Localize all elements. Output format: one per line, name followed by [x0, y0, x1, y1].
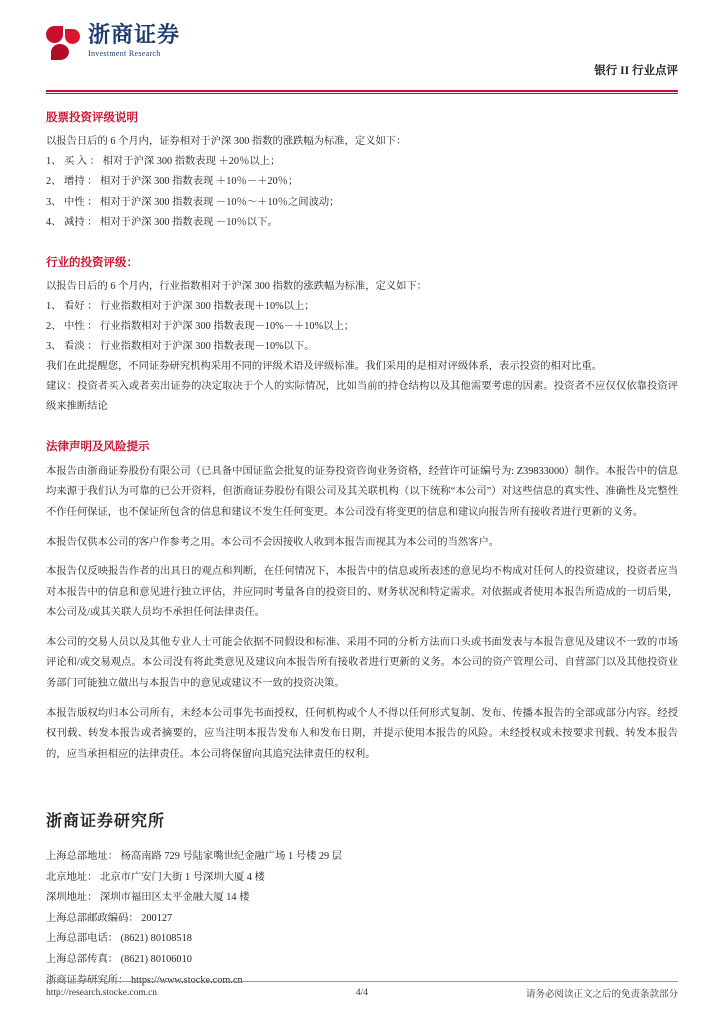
industry-rating-intro: 以报告日后的 6 个月内，行业指数相对于沪深 300 指数的涨跌幅为标准，定义如下：	[46, 280, 427, 292]
industry-rating-list	[46, 297, 678, 357]
header-rule-thick	[46, 90, 678, 92]
list-item: 深圳地址： 深圳市福田区太平金融大厦 14 楼	[46, 892, 250, 904]
list-item: 1、 看好 ： 行业指数相对于沪深 300 指数表现＋10%以上；	[46, 301, 315, 312]
stock-rating-title: 股票投资评级说明	[46, 112, 138, 124]
page-inner	[46, 0, 678, 1024]
legal-paragraph: 本报告仅反映报告作者的出具日的观点和判断，在任何情况下，本报告中的信息或所表述的意见均不构成对任何人的投资建议，投资者应当对本报告中的信息和意见进行独立评估，并应同时考量各自的投资目的、财务状况和特定需求。对依据或者使用本报告所造成的一切后果，本公司及/或其关联人员均不承担任何法律责任。	[46, 566, 678, 619]
footer-website[interactable]: http://research.stocke.com.cn	[46, 988, 158, 998]
stock-rating-list	[46, 152, 678, 232]
legal-paragraph: 本报告版权均归本公司所有，未经本公司事先书面授权，任何机构或个人不得以任何形式复制、发布、传播本报告的全部或部分内容。经授权刊载、转发本报告或者摘要的，应当注明本报告发布人和发布日期，并提示使用本报告的风险。未经授权或未按要求刊载、转发本报告的，应当承担相应的法律责任。本公司将保留向其追究法律责任的权利。	[46, 707, 678, 760]
legal-paragraph: 本报告由浙商证券股份有限公司（已具备中国证监会批复的证券投资咨询业务资格，经营许可证编号为: Z39833000）制作。本报告中的信息均来源于我们认为可靠的已公开资料，但浙商证券股份有限公司及其关联机构（以下统称“本公司”）对这些信息的真实性、准确性及完整性不作任何保证，也不保证所包含的信息和建议不发生任何变更。本公司没有将变更的信息和建议向报告所有接收者进行更新的义务。	[46, 465, 678, 518]
list-item: 1、 买 入 ： 相对于沪深 300 指数表现 ＋20％以上；	[46, 156, 281, 168]
logo-text-block	[88, 24, 180, 58]
logo-chinese-name: 浙商证券	[88, 22, 181, 47]
logo-english-name: Investment Research	[88, 49, 161, 58]
company-logo	[46, 24, 678, 60]
footer-page-number: 4/4	[355, 988, 369, 998]
list-item: 上海总部传真： (8621) 80106010	[46, 954, 192, 966]
page-footer	[46, 981, 678, 1000]
list-item: 4、 减持 ： 相对于沪深 300 指数表现 －10％以下。	[46, 216, 278, 228]
flower-logo-icon	[46, 26, 80, 60]
legal-paragraph: 本报告仅供本公司的客户作参考之用。本公司不会因接收人收到本报告而视其为本公司的当然客户。	[46, 536, 500, 548]
institute-title: 浙商证券研究所	[46, 813, 166, 831]
footer-disclaimer: 请务必阅读正文之后的免责条款部分	[525, 990, 678, 1000]
footer-row	[46, 986, 678, 1000]
list-item: 上海总部地址： 杨高南路 729 号陆家嘴世纪金融广场 1 号楼 29 层	[46, 851, 343, 863]
list-item: 2、 增持 ： 相对于沪深 300 指数表现 ＋10％－＋20％；	[46, 176, 299, 188]
list-item: 2、 中性 ： 行业指数相对于沪深 300 指数表现－10%－＋10%以上；	[46, 321, 355, 333]
legal-paragraph: 本公司的交易人员以及其他专业人士可能会依据不同假设和标准、采用不同的分析方法而口头或书面发表与本报告意见及建议不一致的市场评论和/或交易观点。本公司没有将此类意见及建议向本报告所有接收者进行更新的义务。本公司的资产管理公司、自营部门以及其他投资业务部门可能独立做出与本报告中的意见或建议不一致的投资决策。	[46, 636, 678, 690]
industry-rating-note-1: 我们在此提醒您，不同证券研究机构采用不同的评级术语及评级标准。我们采用的是相对评级体系，表示投资的相对比重。	[46, 361, 603, 373]
list-item: 3、 看淡 ： 行业指数相对于沪深 300 指数表现－10%以下。	[46, 341, 315, 353]
list-item: 3、 中性 ： 相对于沪深 300 指数表现 －10％～＋10％之间波动；	[46, 196, 340, 208]
page-header	[46, 24, 678, 86]
list-item: 上海总部电话： (8621) 80108518	[46, 933, 192, 945]
list-item: 上海总部邮政编码： 200127	[46, 912, 173, 924]
stock-rating-intro: 以报告日后的 6 个月内，证券相对于沪深 300 指数的涨跌幅为标准，定义如下：	[46, 136, 407, 148]
institute-website-line[interactable]: 浙商证券研究所： https://www.stocke.com.cn	[46, 974, 243, 986]
institute-contact-block	[46, 847, 678, 991]
legal-body	[46, 462, 678, 766]
document-content	[46, 94, 678, 991]
list-item: 北京地址： 北京市广安门大街 1 号深圳大厦 4 楼	[46, 871, 265, 883]
industry-rating-title: 行业的投资评级：	[46, 256, 138, 269]
industry-rating-note-2: 建议：投资者买入或者卖出证券的决定取决于个人的实际情况，比如当前的持仓结构以及其他需要考虑的因素。投资者不应仅仅依靠投资评级来推断结论	[46, 381, 678, 413]
header-industry-label: 银行 II 行业点评	[594, 65, 678, 77]
legal-title: 法律声明及风险提示	[46, 441, 150, 454]
footer-divider	[46, 981, 678, 982]
